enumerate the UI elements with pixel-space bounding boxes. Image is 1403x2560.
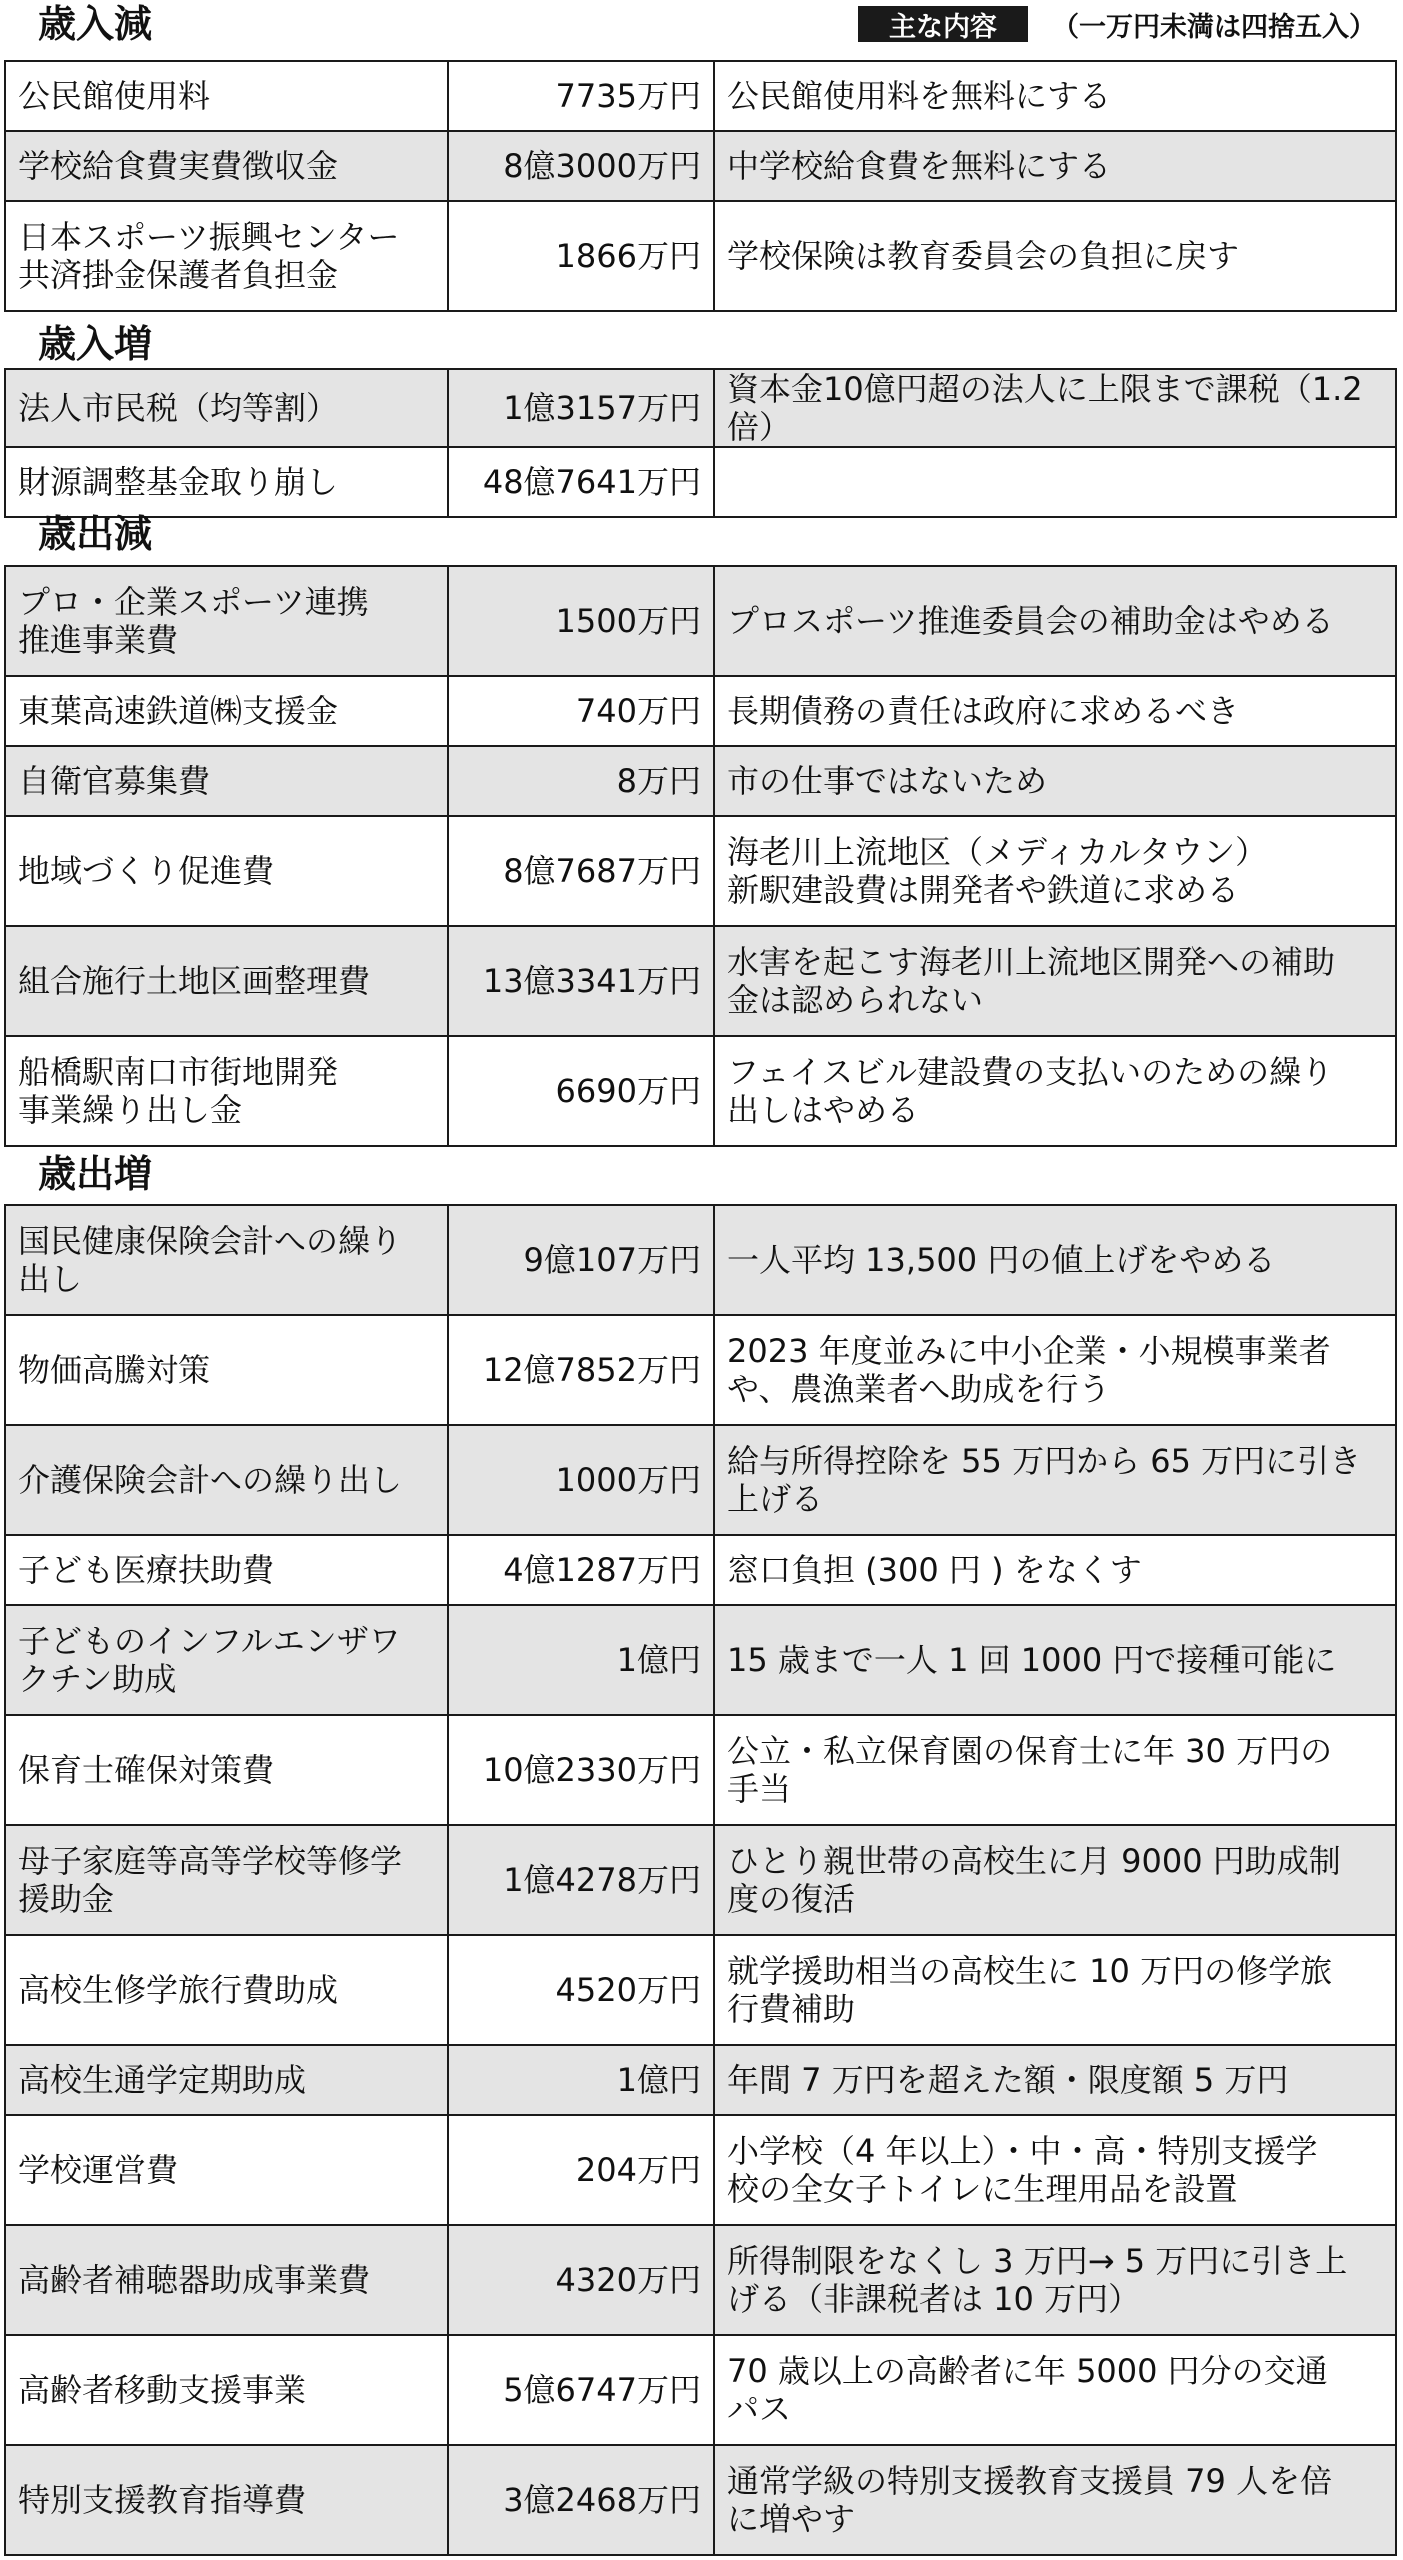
legend-note: （一万円未満は四捨五入） (1052, 11, 1376, 43)
item-cell: 学校給食費実費徴収金 (5, 131, 448, 201)
amount-cell: 5億6747万円 (448, 2335, 714, 2445)
budget-table (4, 1204, 1397, 2556)
note-cell: 年間 7 万円を超えた額・限度額 5 万円 (714, 2045, 1396, 2115)
note-cell: 所得制限をなくし 3 万円→ 5 万円に引き上 げる（非課税者は 10 万円） (714, 2225, 1396, 2335)
table-row (5, 2445, 1396, 2555)
amount-cell: 1億円 (448, 1605, 714, 1715)
item-cell: 母子家庭等高等学校等修学 援助金 (5, 1825, 448, 1935)
amount-cell: 8億3000万円 (448, 131, 714, 201)
note-cell: 公立・私立保育園の保育士に年 30 万円の 手当 (714, 1715, 1396, 1825)
table-row (5, 2045, 1396, 2115)
item-cell: 高校生修学旅行費助成 (5, 1935, 448, 2045)
note-cell: 長期債務の責任は政府に求めるべき (714, 676, 1396, 746)
amount-cell: 1億3157万円 (448, 369, 714, 447)
table-row (5, 131, 1396, 201)
table-row (5, 1715, 1396, 1825)
item-cell: 地域づくり促進費 (5, 816, 448, 926)
amount-cell: 9億107万円 (448, 1205, 714, 1315)
note-cell: 水害を起こす海老川上流地区開発への補助 金は認められない (714, 926, 1396, 1036)
amount-cell: 4億1287万円 (448, 1535, 714, 1605)
item-cell: 物価高騰対策 (5, 1315, 448, 1425)
note-cell: 資本金10億円超の法人に上限まで課税（1.2倍） (714, 369, 1396, 447)
item-cell: 高齢者補聴器助成事業費 (5, 2225, 448, 2335)
table-row (5, 1935, 1396, 2045)
note-cell: 15 歳まで一人 1 回 1000 円で接種可能に (714, 1605, 1396, 1715)
table-row (5, 1535, 1396, 1605)
budget-table (4, 565, 1397, 1147)
amount-cell: 8万円 (448, 746, 714, 816)
budget-table (4, 368, 1397, 518)
note-cell: 学校保険は教育委員会の負担に戻す (714, 201, 1396, 311)
amount-cell: 10億2330万円 (448, 1715, 714, 1825)
note-cell: 窓口負担 (300 円 ) をなくす (714, 1535, 1396, 1605)
amount-cell: 1866万円 (448, 201, 714, 311)
table-row (5, 2225, 1396, 2335)
amount-cell: 1000万円 (448, 1425, 714, 1535)
table-row (5, 61, 1396, 131)
amount-cell: 6690万円 (448, 1036, 714, 1146)
item-cell: 自衛官募集費 (5, 746, 448, 816)
table-row (5, 1205, 1396, 1315)
item-cell: プロ・企業スポーツ連携 推進事業費 (5, 566, 448, 676)
note-cell: 小学校（4 年以上）・中・高・特別支援学 校の全女子トイレに生理用品を設置 (714, 2115, 1396, 2225)
note-cell: 通常学級の特別支援教育支援員 79 人を倍 に増やす (714, 2445, 1396, 2555)
item-cell: 子どものインフルエンザワ クチン助成 (5, 1605, 448, 1715)
note-cell: 中学校給食費を無料にする (714, 131, 1396, 201)
item-cell: 子ども医療扶助費 (5, 1535, 448, 1605)
table-row (5, 369, 1396, 447)
item-cell: 公民館使用料 (5, 61, 448, 131)
table-row (5, 676, 1396, 746)
amount-cell: 4520万円 (448, 1935, 714, 2045)
note-cell: プロスポーツ推進委員会の補助金はやめる (714, 566, 1396, 676)
note-cell: 公民館使用料を無料にする (714, 61, 1396, 131)
item-cell: 東葉高速鉄道㈱支援金 (5, 676, 448, 746)
item-cell: 介護保険会計への繰り出し (5, 1425, 448, 1535)
table-row (5, 2115, 1396, 2225)
item-cell: 法人市民税（均等割） (5, 369, 448, 447)
amount-cell: 12億7852万円 (448, 1315, 714, 1425)
table-row (5, 566, 1396, 676)
note-cell: ひとり親世帯の高校生に月 9000 円助成制 度の復活 (714, 1825, 1396, 1935)
amount-cell: 740万円 (448, 676, 714, 746)
item-cell: 特別支援教育指導費 (5, 2445, 448, 2555)
budget-table (4, 60, 1397, 312)
item-cell: 高齢者移動支援事業 (5, 2335, 448, 2445)
table-row (5, 746, 1396, 816)
item-cell: 学校運営費 (5, 2115, 448, 2225)
item-cell: 保育士確保対策費 (5, 1715, 448, 1825)
note-cell: 給与所得控除を 55 万円から 65 万円に引き 上げる (714, 1425, 1396, 1535)
table-row (5, 1605, 1396, 1715)
item-cell: 組合施行土地区画整理費 (5, 926, 448, 1036)
table-row (5, 447, 1396, 517)
amount-cell: 1500万円 (448, 566, 714, 676)
item-cell: 船橋駅南口市街地開発 事業繰り出し金 (5, 1036, 448, 1146)
note-cell: フェイスビル建設費の支払いのための繰り 出しはやめる (714, 1036, 1396, 1146)
amount-cell: 13億3341万円 (448, 926, 714, 1036)
amount-cell: 7735万円 (448, 61, 714, 131)
note-cell: 海老川上流地区（メディカルタウン） 新駅建設費は開発者や鉄道に求める (714, 816, 1396, 926)
amount-cell: 8億7687万円 (448, 816, 714, 926)
section-title: 歳出減 (38, 512, 153, 556)
item-cell: 国民健康保険会計への繰り 出し (5, 1205, 448, 1315)
table-row (5, 1425, 1396, 1535)
amount-cell: 1億円 (448, 2045, 714, 2115)
amount-cell: 4320万円 (448, 2225, 714, 2335)
item-cell: 財源調整基金取り崩し (5, 447, 448, 517)
legend-badge: 主な内容 (858, 6, 1028, 42)
amount-cell: 1億4278万円 (448, 1825, 714, 1935)
note-cell: 市の仕事ではないため (714, 746, 1396, 816)
table-row (5, 2335, 1396, 2445)
table-row (5, 1825, 1396, 1935)
note-cell: 一人平均 13,500 円の値上げをやめる (714, 1205, 1396, 1315)
table-row (5, 1036, 1396, 1146)
section-title: 歳入増 (38, 322, 153, 366)
table-row (5, 926, 1396, 1036)
item-cell: 高校生通学定期助成 (5, 2045, 448, 2115)
section-title: 歳出増 (38, 1152, 153, 1196)
table-row (5, 201, 1396, 311)
table-row (5, 816, 1396, 926)
item-cell: 日本スポーツ振興センター 共済掛金保護者負担金 (5, 201, 448, 311)
note-cell: 70 歳以上の高齢者に年 5000 円分の交通 パス (714, 2335, 1396, 2445)
amount-cell: 204万円 (448, 2115, 714, 2225)
amount-cell: 48億7641万円 (448, 447, 714, 517)
note-cell (714, 447, 1396, 517)
amount-cell: 3億2468万円 (448, 2445, 714, 2555)
note-cell: 就学援助相当の高校生に 10 万円の修学旅 行費補助 (714, 1935, 1396, 2045)
section-title: 歳入減 (38, 2, 153, 46)
table-row (5, 1315, 1396, 1425)
note-cell: 2023 年度並みに中小企業・小規模事業者 や、農漁業者へ助成を行う (714, 1315, 1396, 1425)
